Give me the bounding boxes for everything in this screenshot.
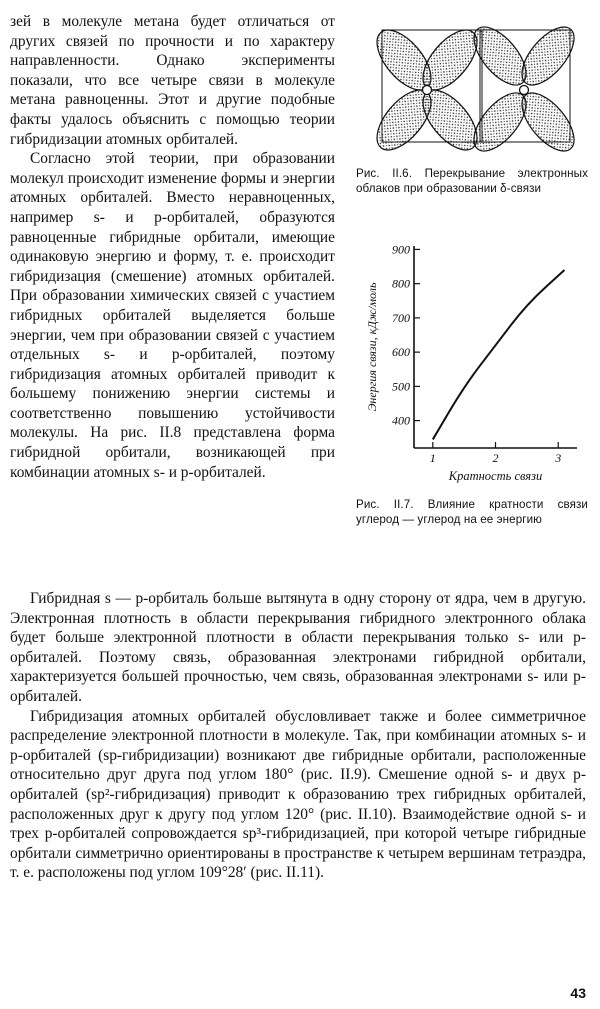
- x-tick-label: 3: [555, 451, 562, 465]
- y-tick-label: 700: [392, 310, 410, 325]
- left-text-column: [10, 12, 335, 482]
- figure-6: [352, 12, 592, 196]
- orbital-overlap-illustration: [352, 12, 592, 162]
- y-tick-label: 800: [392, 276, 410, 291]
- nucleus-left: [423, 86, 432, 95]
- chart-series: [433, 270, 565, 439]
- chart-y-ticks: [392, 242, 420, 427]
- chart-x-ticks: [430, 442, 561, 465]
- full-width-text: [10, 589, 586, 883]
- y-tick-label: 500: [392, 379, 410, 394]
- figure-7-caption: Рис. II.7. Влияние кратности связи углерод — углерод на ее энергию: [356, 498, 588, 526]
- y-tick-label: 400: [392, 413, 410, 428]
- nucleus-right: [520, 86, 529, 95]
- paragraph-2: Согласно этой теории, при образовании молекул происходит изменение формы и энергии атомных орбиталей. Вместо неравноценных, например s- и p-орбиталей, образуются равноценные гибридные орбитали, имеющие одинаковую энергию и форму, т. е. происходит гибридизация (смешение) атомных орбиталей. При образовании химических связей с участием гибридных орбиталей выделяется больше энергии, чем при образовании связей с участием отдельных s- и p-орбиталей, поэтому гибридизация атомных орбиталей приводит к большему понижению энергии системы и соответственно повышению устойчивости молекулы. На рис. II.8 представлена форма гибридной орбитали, возникающей при комбинации атомных s- и p-орбиталей.: [10, 150, 335, 481]
- page-number: 43: [570, 985, 586, 1001]
- bond-energy-chart: [352, 236, 592, 486]
- paragraph-3: Гибридная s — p-орбиталь больше вытянута в одну сторону от ядра, чем в другую. Электронная плотность в области перекрывания гибридного электронного облака будет больше электронной плотности в области перекрывания только s- или p-орбиталей. Поэтому связь, образованная электронами гибридной орбитали, характеризуется большей прочностью, чем связь, образованная электронами s- или p-орбиталей.: [10, 590, 586, 705]
- series-line: [433, 270, 565, 439]
- x-tick-label: 2: [492, 451, 499, 465]
- paragraph-4: Гибридизация атомных орбиталей обусловливает также и более симметричное распределение электронной плотности в молекуле. Так, при комбинации атомных s- и p-орбиталей (sp-гибридизации) возникают две гибридные орбитали, расположенные относительно друг друга под углом 180° (рис. II.9). Смешение одной s- и двух p-орбиталей (sp²-гибридизация) приводит к образованию трех гибридных орбиталей, расположенных друг к другу под углом 120° (рис. II.10). Взаимодействие одной s- и трех p-орбиталей сопровождается sp³-гибридизацией, при которой четыре гибридные орбитали симметрично ориентированы в пространстве к четырем вершинам тетраэдра, т. е. расположены под углом 109°28′ (рис. II.11).: [10, 707, 586, 882]
- chart-x-axis-label: Кратность связи: [448, 469, 543, 483]
- chart-y-axis-label: Энергия связи, кДж/моль: [365, 282, 379, 412]
- y-tick-label: 900: [392, 242, 410, 257]
- paragraph-1: зей в молекуле метана будет отличаться от других связей по прочности и по характеру направленности. Однако эксперименты показали, что все четыре связи в молекуле метана равноценны. Этот и другие подобные факты удалось объяснить с помощью теории гибридизации атомных орбиталей.: [10, 13, 335, 148]
- figure-7: [352, 236, 592, 527]
- y-tick-label: 600: [392, 345, 410, 360]
- x-tick-label: 1: [429, 451, 436, 465]
- figure-6-caption: Рис. II.6. Перекрывание электронных облаков при образовании δ-связи: [356, 167, 588, 195]
- chart-axes: [414, 246, 577, 448]
